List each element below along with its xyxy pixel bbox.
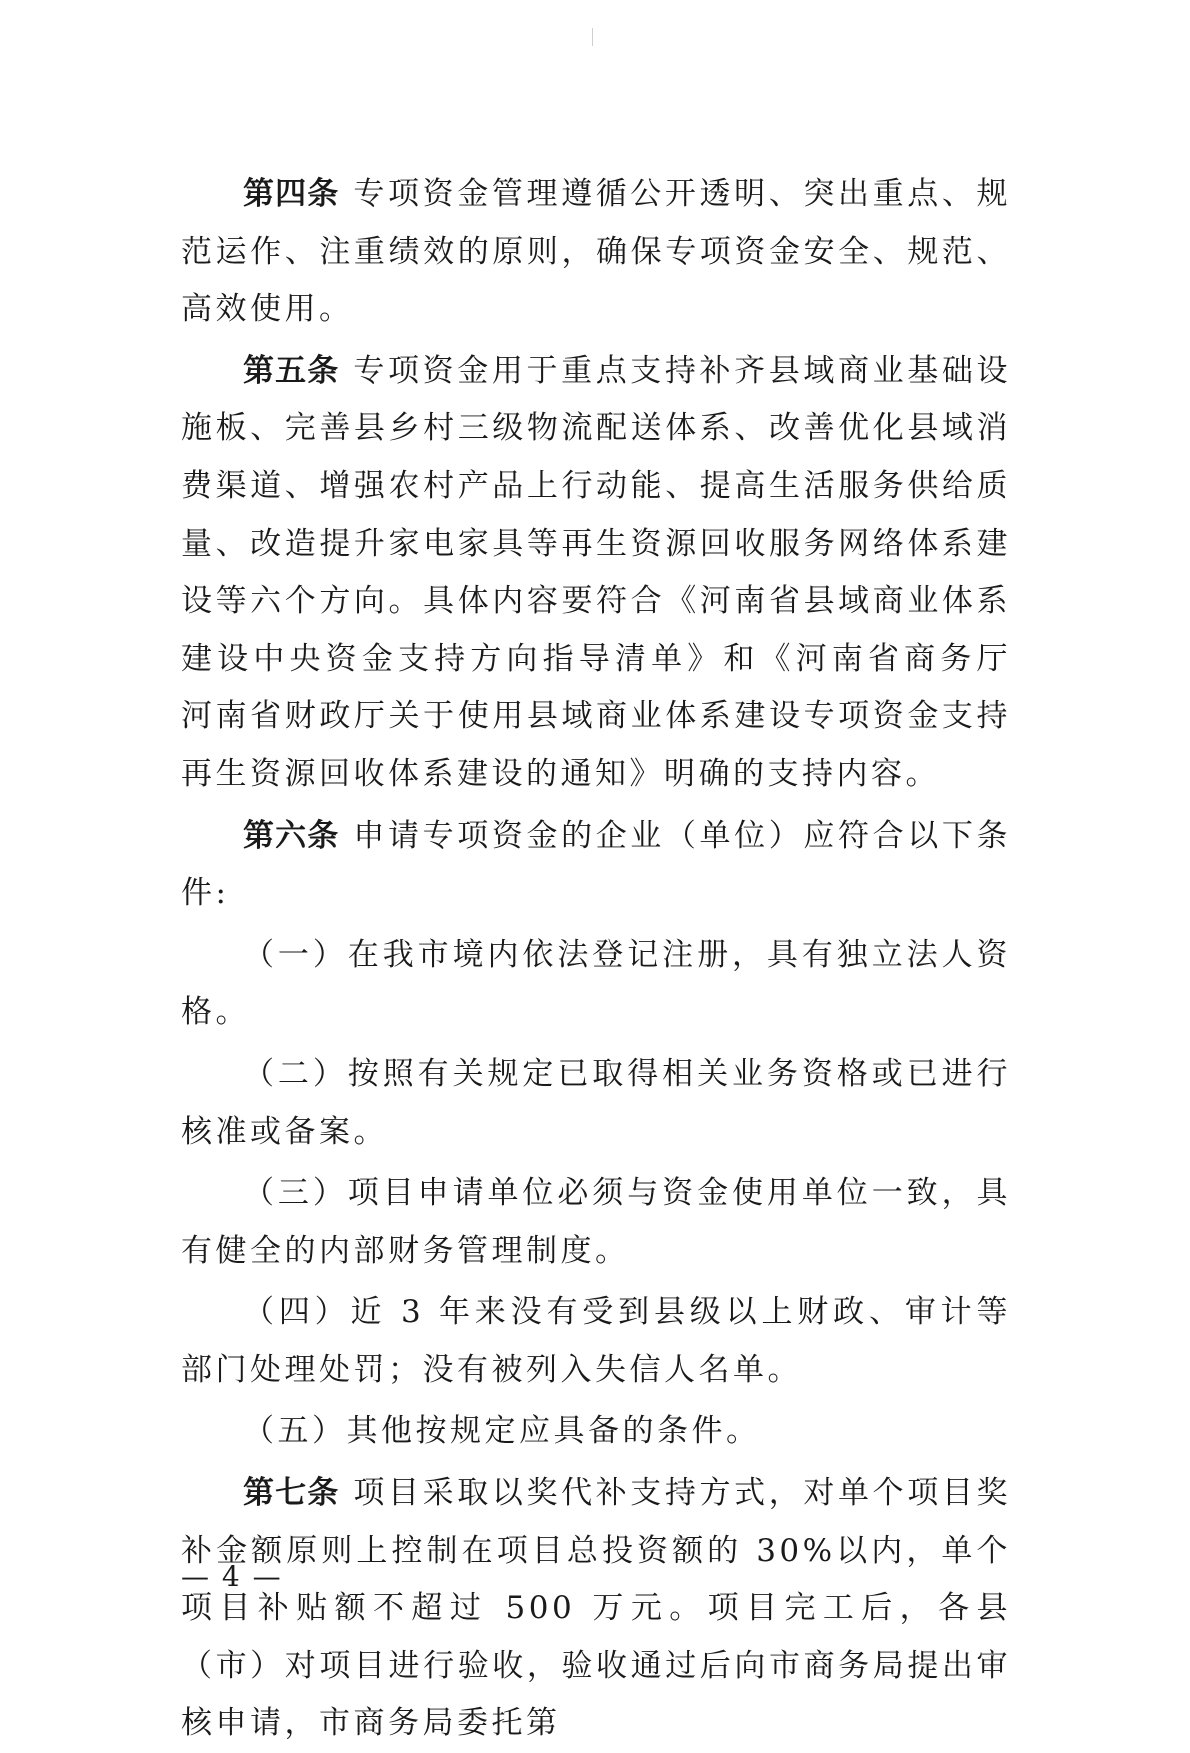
article-number: 第五条	[243, 352, 340, 389]
page-number: — 4 —	[181, 1560, 283, 1593]
article-text: 专项资金用于重点支持补齐县域商业基础设施板、完善县乡村三级物流配送体系、改善优化县域消费渠道、增强农村产品上行动能、提高生活服务供给质量、改造提升家电家具等再生资源回收服务网络体系建设等六个方向。具体内容要符合《河南省县域商业体系建设中央资金支持方向指导清单》和《河南省商务厅 河南省财政厅关于使用县域商业体系建设专项资金支持再生资源回收体系建设的通知》明确的支持内容。	[181, 352, 1012, 792]
article-text: 专项资金管理遵循公开透明、突出重点、规范运作、注重绩效的原则，确保专项资金安全、规范、高效使用。	[181, 176, 1012, 328]
document-body	[181, 166, 1011, 1753]
article-number: 第七条	[243, 1475, 340, 1512]
article-4	[181, 166, 1011, 339]
condition-item: （二）按照有关规定已取得相关业务资格或已进行核准或备案。	[181, 1055, 1011, 1150]
condition-item: （五）其他按规定应具备的条件。	[243, 1413, 761, 1450]
article-6	[181, 808, 1011, 923]
article-text: 申请专项资金的企业（单位）应符合以下条件:	[181, 817, 1012, 912]
condition-item: （四）近 3 年来没有受到县级以上财政、审计等部门处理处罚；没有被列入失信人名单。	[181, 1294, 1011, 1388]
condition-item: （一）在我市境内依法登记注册，具有独立法人资格。	[181, 936, 1011, 1031]
article-text: 项目采取以奖代补支持方式，对单个项目奖补金额原则上控制在项目总投资额的 30%以内，单个项目补贴额不超过 500 万元。项目完工后，各县（市）对项目进行验收，验收通过后向市商务局提出审核申请，市商务局委托第	[181, 1475, 1012, 1742]
article-7	[181, 1465, 1011, 1753]
scan-mark	[592, 28, 593, 46]
article-number: 第六条	[243, 817, 340, 854]
condition-item: （三）项目申请单位必须与资金使用单位一致，具有健全的内部财务管理制度。	[181, 1175, 1011, 1269]
article-number: 第四条	[243, 176, 340, 212]
article-5	[181, 343, 1011, 804]
